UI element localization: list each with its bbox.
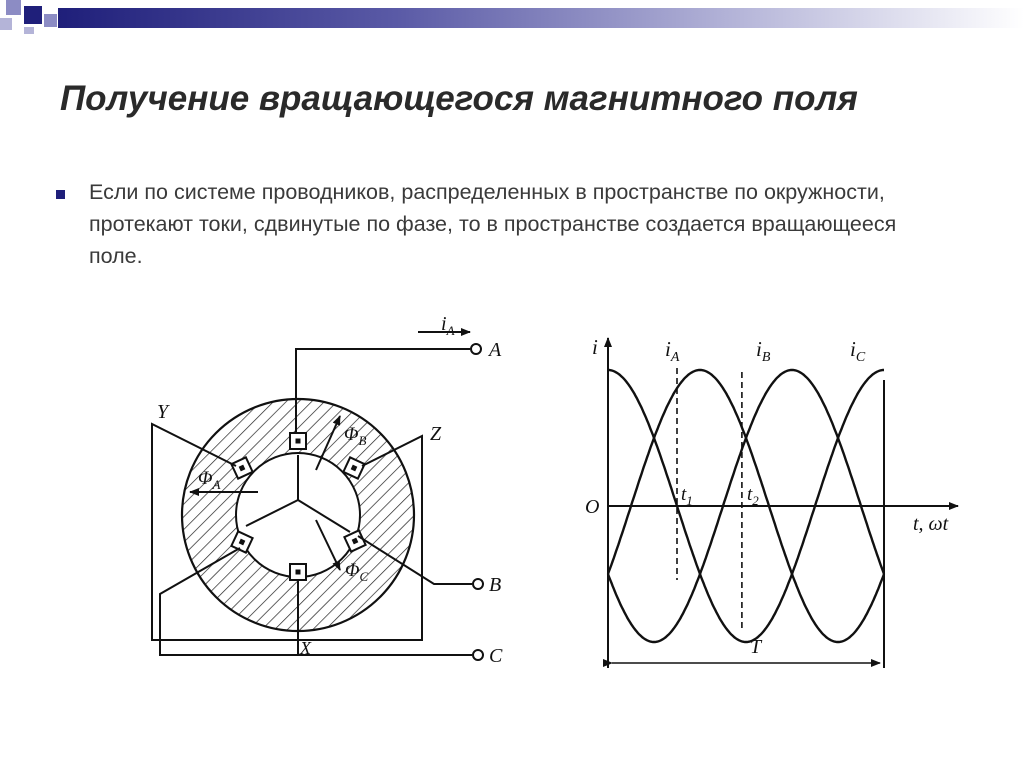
current-label-ia: $i_A$ <box>441 313 455 338</box>
series-label-ic: $i_C$ <box>850 337 866 365</box>
terminal-label-c: C <box>489 645 503 667</box>
series-label-ib: $i_B$ <box>756 337 771 365</box>
flux-label-a: $\Phi_A$ <box>198 468 221 492</box>
flux-label-b: $\Phi_B$ <box>344 424 367 448</box>
end-label-x: X <box>300 638 311 658</box>
origin-label: O <box>585 496 600 518</box>
terminal-c <box>473 650 483 660</box>
flux-label-c: $\Phi_C$ <box>345 560 369 584</box>
slot-conductor <box>290 433 306 449</box>
terminal-label-b: B <box>489 574 502 596</box>
end-label-y: Y <box>157 401 169 423</box>
stator-diagram <box>152 332 483 660</box>
terminal-label-a: A <box>489 339 502 361</box>
terminal-b <box>473 579 483 589</box>
series-label-ia: $i_A$ <box>665 337 680 365</box>
marker-label-t1: $t_1$ <box>681 484 693 508</box>
bullet-text: Если по системе проводников, распределенных в пространстве по окружности, протекают токи, сдвинутые по фазе, то в пространстве создается вращающееся поле. <box>89 180 897 268</box>
marker-label-t2: $t_2$ <box>747 484 759 508</box>
slide-title: Получение вращающегося магнитного поля <box>60 79 858 118</box>
current-waveform-chart <box>608 338 958 668</box>
y-axis-label: i <box>592 335 598 359</box>
x-axis-label: t, ωt <box>913 513 949 535</box>
end-label-z: Z <box>430 423 442 445</box>
period-label: T <box>750 636 762 658</box>
terminal-a <box>471 344 481 354</box>
slot-conductor <box>290 564 306 580</box>
